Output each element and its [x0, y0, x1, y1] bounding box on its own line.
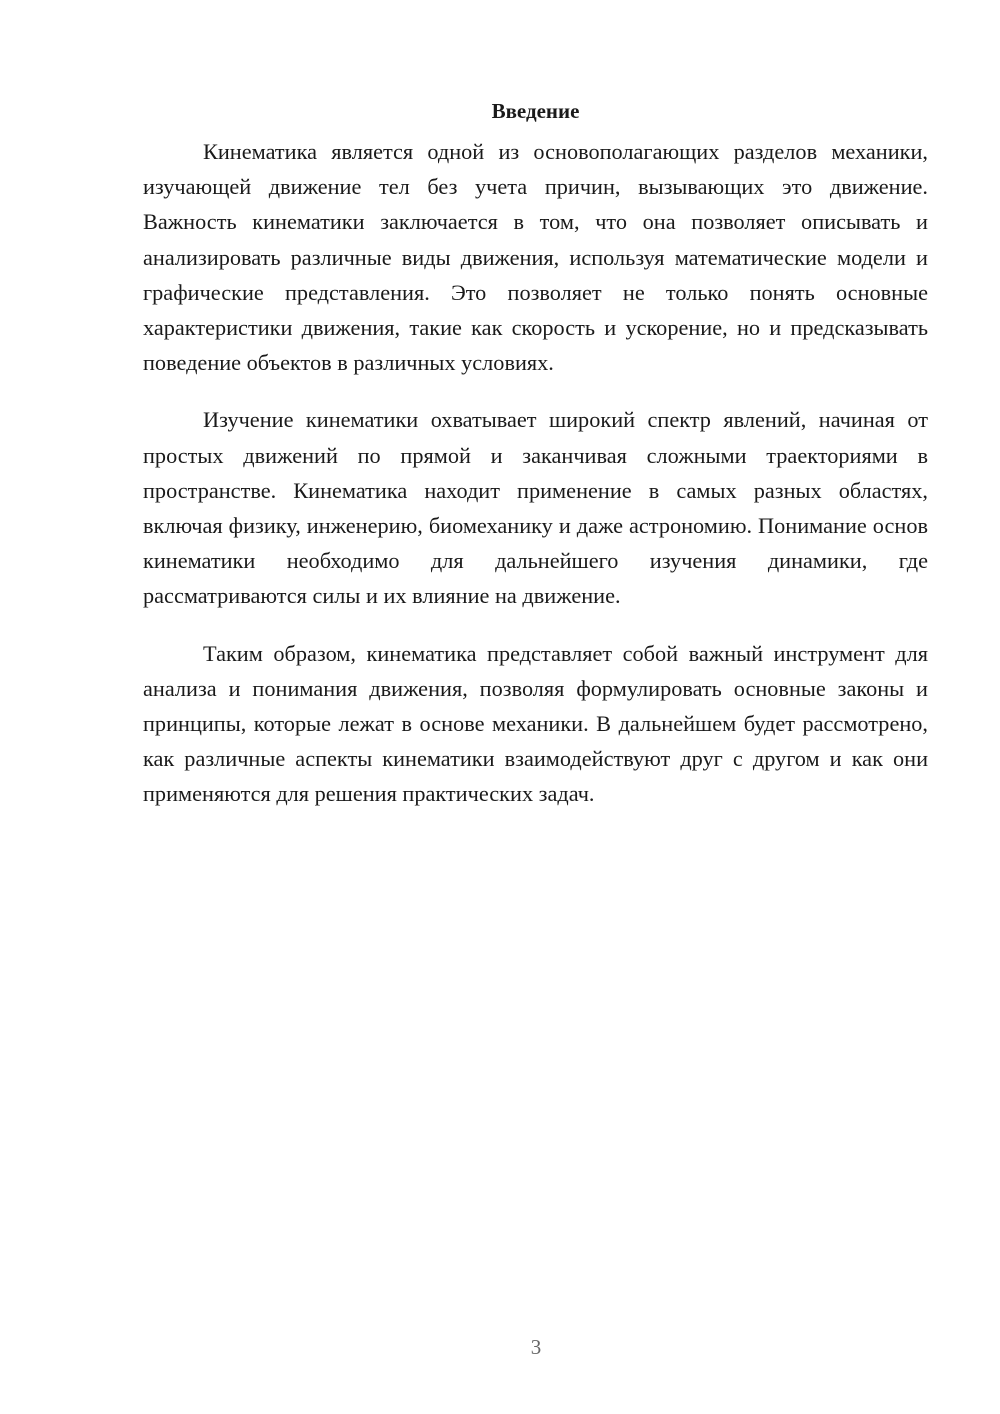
- section-title: Введение: [491, 99, 580, 123]
- paragraph-2: Изучение кинематики охватывает широкий спектр явлений, начиная от простых движений по прямой и заканчивая сложными траекториями в пространстве. Кинематика находит применение в самых разных областях, включая физику, инженерию, биомеханику и даже астрономию. Понимание основ кинематики необходимо для дальнейшего изучения динамики, где рассматриваются силы и их влияние на движение.: [143, 407, 928, 609]
- page-number: 3: [530, 1335, 542, 1359]
- paragraph-1: Кинематика является одной из основополагающих разделов механики, изучающей движение тел без учета причин, вызывающих это движение. Важность кинематики заключается в том, что она позволяет описывать и анализировать различные виды движения, используя математические модели и графические представления. Это позволяет не только понять основные характеристики движения, такие как скорость и ускорение, но и предсказывать поведение объектов в различных условиях.: [143, 139, 928, 376]
- paragraph-3: Таким образом, кинематика представляет собой важный инструмент для анализа и понимания движения, позволяя формулировать основные законы и принципы, которые лежат в основе механики. В дальнейшем будет рассмотрено, как различные аспекты кинематики взаимодействуют друг с другом и как они применяются для решения практических задач.: [143, 640, 928, 807]
- page-content: [143, 96, 928, 834]
